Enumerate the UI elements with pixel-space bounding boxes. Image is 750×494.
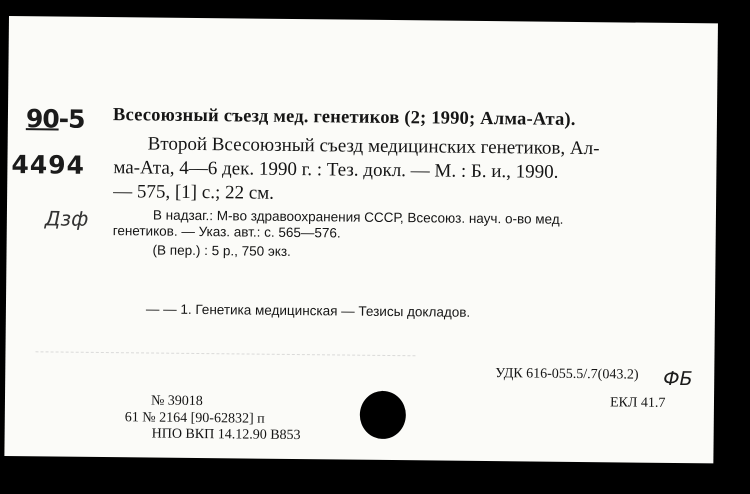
inventory-number: № 39018 [150,393,203,410]
ekl-code: ЕКЛ 41.7 [609,395,666,411]
faint-smudge [35,351,415,386]
note-line-1: В надзаг.: М-во здравоохранения СССР, Всесоюз. науч. о-во мед. [152,207,564,227]
title-line-1: Второй Всесоюзный съезд медицинских генетиков, Ал- [147,133,600,160]
punch-hole [360,391,407,439]
ekl-handwritten-mark: ФБ [663,367,693,391]
udk-code: УДК 616-055.5/.7(043.2) [495,366,639,383]
title-line-2: ма-Ата, 4—6 дек. 1990 г. : Тез. докл. — М. : Б. и., 1990. [113,157,559,183]
catalog-card [4,16,718,463]
call-number-top-suffix: -5 [58,104,85,134]
subject-heading: — — 1. Генетика медицинская — Тезисы докладов. [145,301,471,320]
call-number-bottom: 4494 [11,150,86,180]
call-number-top [26,104,85,134]
title-line-3: — 575, [1] с.; 22 см. [113,181,275,204]
entry-heading: Всесоюзный съезд мед. генетиков (2; 1990; Алма-Ата). [112,105,576,130]
handwritten-scribble: Дзф [44,206,89,231]
order-number: 61 № 2164 [90-62832] п [124,410,265,427]
note-line-2: генетиков. — Указ. авт.: с. 565—576. [112,223,341,241]
printer-imprint: НПО ВКП 14.12.90 В853 [151,426,301,444]
note-line-3: (В пер.) : 5 р., 750 экз. [152,242,291,259]
call-number-top-prefix: 90 [25,104,59,134]
